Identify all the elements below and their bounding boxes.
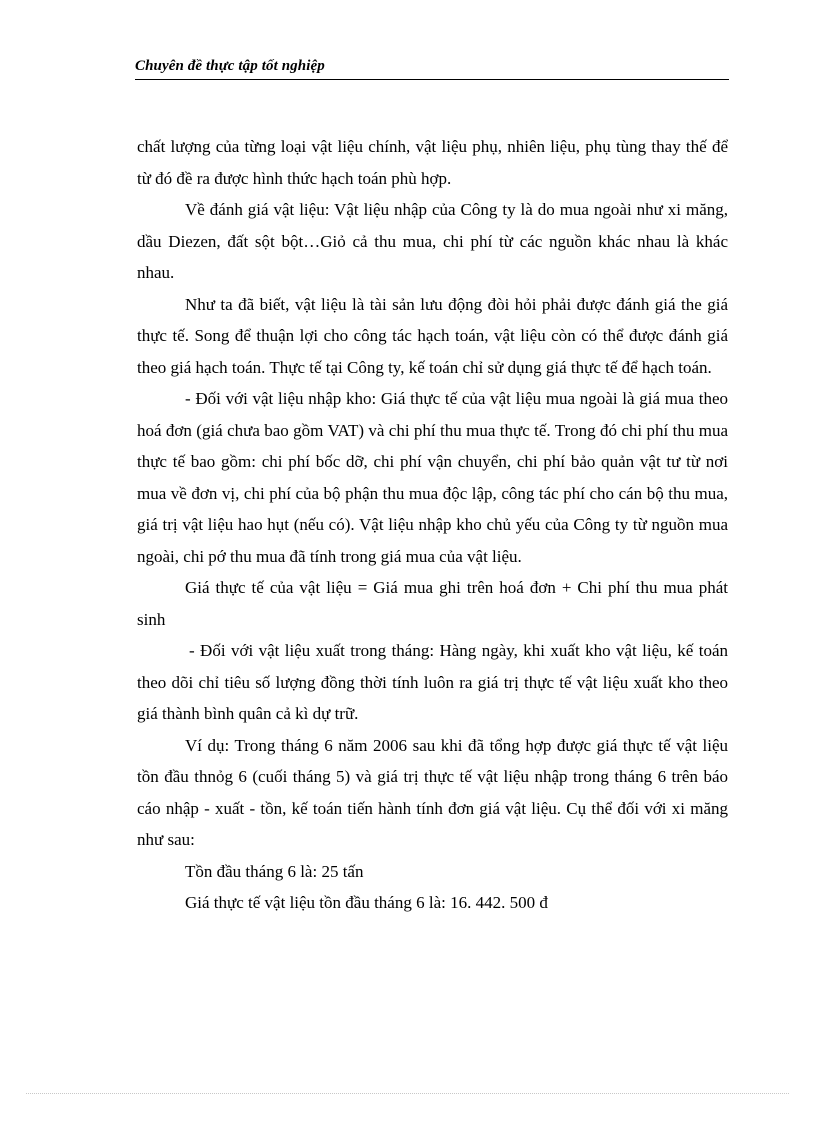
page-header: [135, 57, 729, 80]
document-body: [137, 131, 728, 919]
paragraph-outgoing-materials: - Đối với vật liệu xuất trong tháng: Hàng ngày, khi xuất kho vật liệu, kế toán theo dõi chỉ tiêu số lượng đồng thời tính luôn ra giá trị thực tế vật liệu xuất kho theo giá thành bình quân cả kì dự trữ.: [137, 641, 728, 723]
header-title: Chuyên đề thực tập tốt nghiệp: [135, 58, 325, 74]
paragraph-incoming-materials: - Đối với vật liệu nhập kho: Giá thực tế của vật liệu mua ngoài là giá mua theo hoá đơn (giá chưa bao gồm VAT) và chi phí thu mua thực tế. Trong đó chi phí thu mua thực tế bao gồm: chi phí bốc dỡ, chi phí vận chuyển, chi phí bảo quản vật tư từ nơi mua về đơn vị, chi phí của bộ phận thu mua độc lập, công tác phí cho cán bộ thu mua, giá trị vật liệu hao hụt (nếu có). Vật liệu nhập kho chủ yếu của Công ty từ nguồn mua ngoài, chi pớ thu mua đã tính trong giá mua của vật liệu.: [137, 389, 728, 566]
paragraph-material-quality: chất lượng của từng loại vật liệu chính, vật liệu phụ, nhiên liệu, phụ tùng thay thế để từ đó đề ra được hình thức hạch toán phù hợp.: [137, 137, 728, 188]
paragraph-price-formula: Giá thực tế của vật liệu = Giá mua ghi trên hoá đơn + Chi phí thu mua phát sinh: [137, 578, 728, 629]
paragraph-opening-stock: Tồn đầu tháng 6 là: 25 tấn: [185, 861, 364, 881]
paragraph-opening-value: Giá thực tế vật liệu tồn đầu tháng 6 là: 16. 442. 500 đ: [185, 893, 548, 912]
page-bottom-divider: [26, 1093, 789, 1094]
paragraph-example: Ví dụ: Trong tháng 6 năm 2006 sau khi đã tổng hợp được giá thực tế vật liệu tồn đầu thnỏg 6 (cuối tháng 5) và giá trị thực tế vật liệu nhập trong tháng 6 trên báo cáo nhập - xuất - tồn, kế toán tiến hành tính đơn giá vật liệu. Cụ thể đối với xi măng như sau:: [137, 735, 728, 849]
paragraph-actual-price: Như ta đã biết, vật liệu là tài sản lưu động đòi hỏi phải được đánh giá the giá thực tế. Song để thuận lợi cho công tác hạch toán, vật liệu còn có thể được đánh giá theo giá hạch toán. Thực tế tại Công ty, kế toán chỉ sử dụng giá thực tế để hạch toán.: [137, 294, 728, 377]
paragraph-material-valuation: Về đánh giá vật liệu: Vật liệu nhập của Công ty là do mua ngoài như xi măng, dầu Diezen, đất sột bột…Giỏ cả thu mua, chi phí từ các nguồn khác nhau là khác nhau.: [137, 200, 728, 282]
